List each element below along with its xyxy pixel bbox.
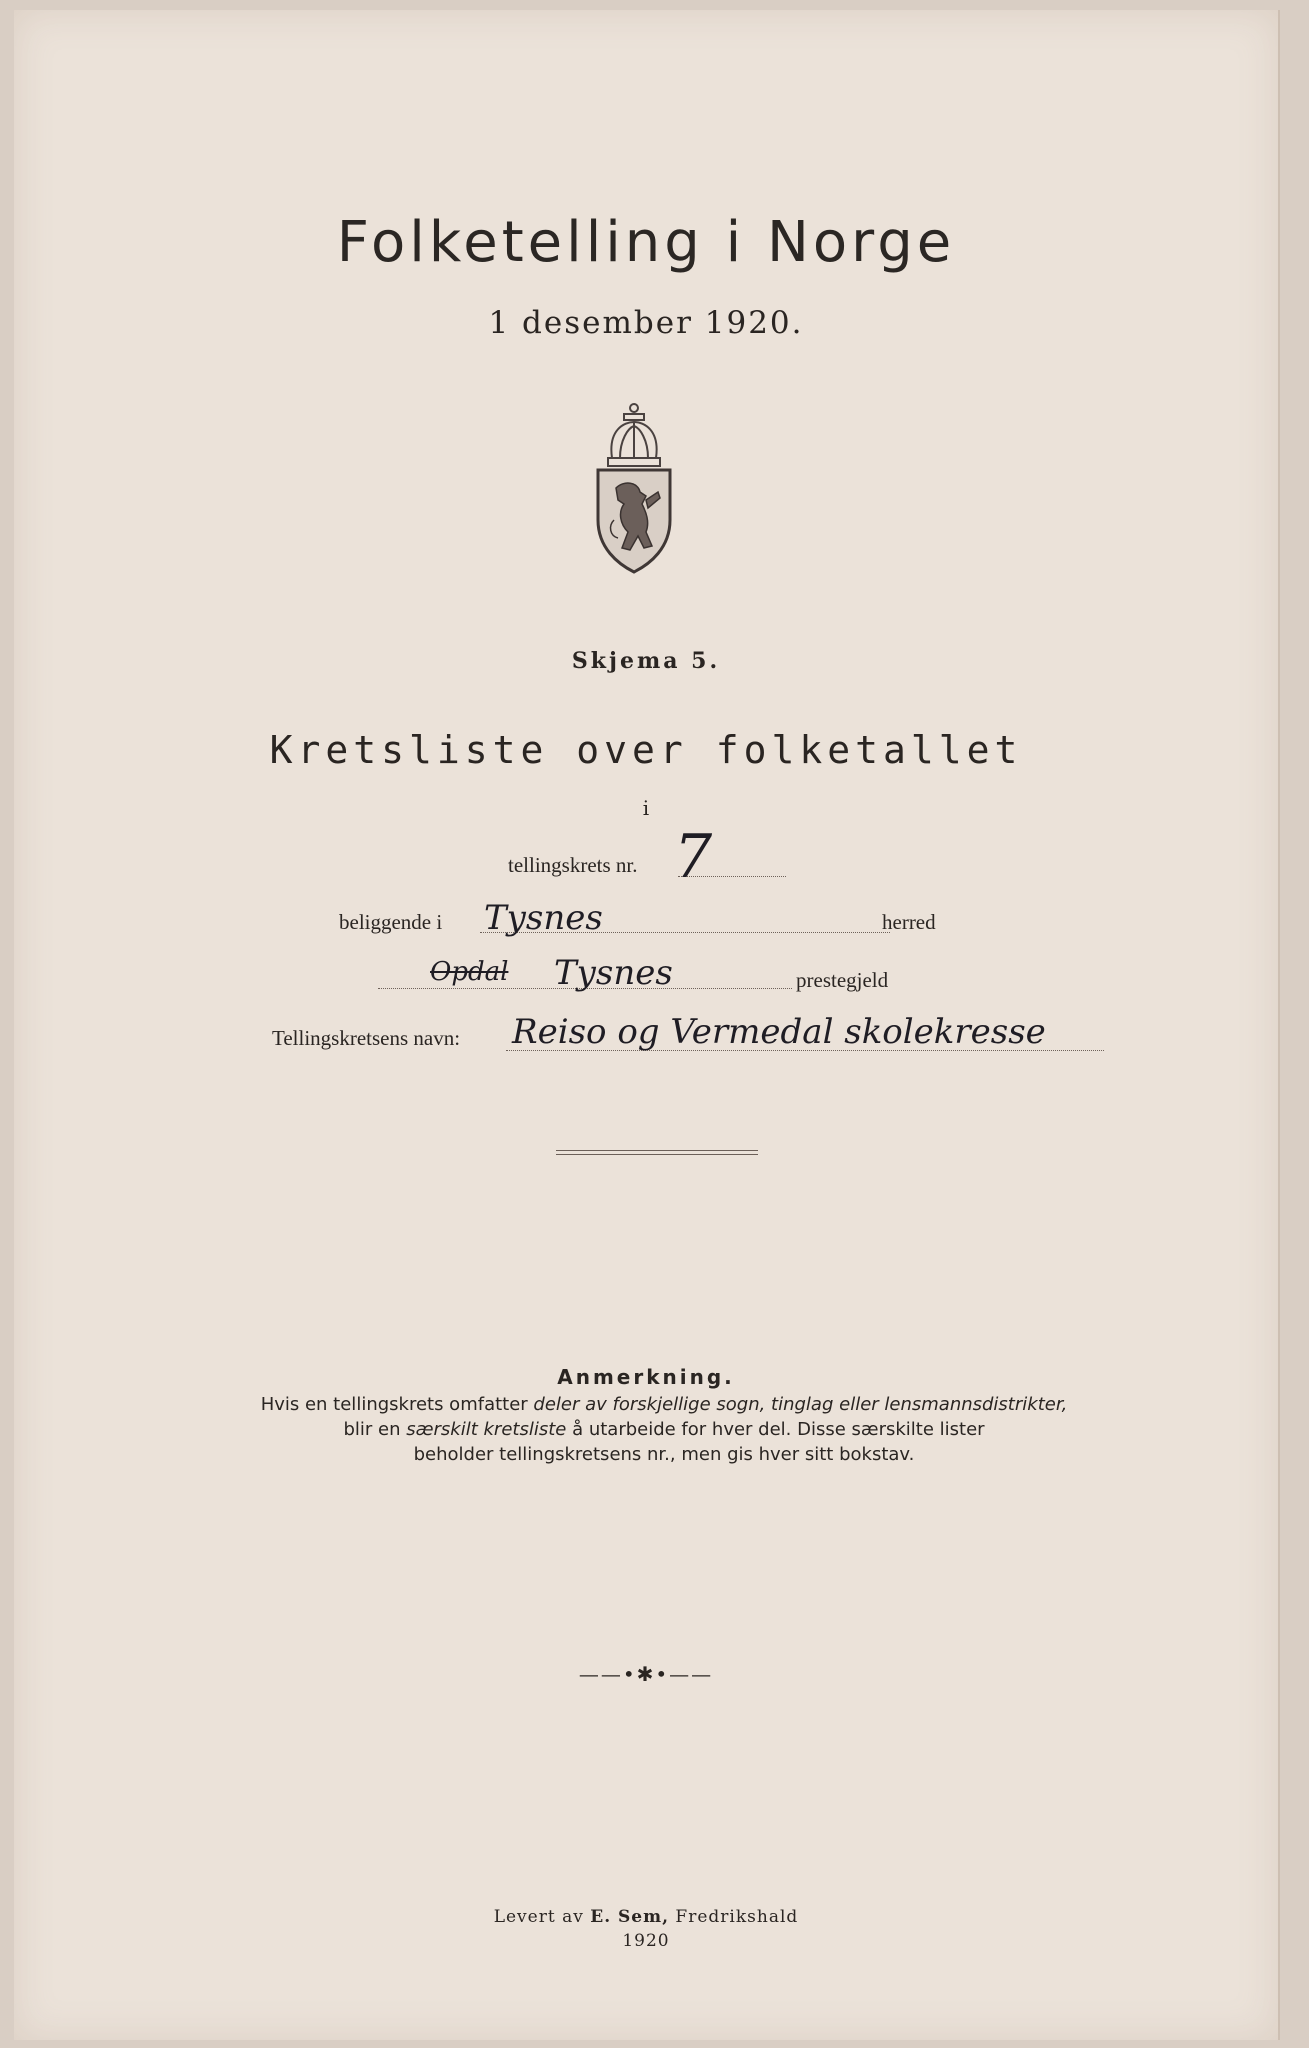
schema-number: Skjema 5. <box>571 648 721 674</box>
krets-name-label: Tellingskretsens navn: <box>272 1026 461 1050</box>
printer-imprint <box>14 1905 1278 1953</box>
herred-value: Tysnes <box>484 898 603 938</box>
note-line-1 <box>194 1392 1134 1417</box>
printer-name: E. Sem, <box>590 1907 670 1927</box>
krets-number-value: 7 <box>674 822 713 892</box>
form-subtitle: Kretsliste over folketallet <box>269 728 1023 772</box>
note-line-2-text-end: å utarbeide for hver del. Disse særskilte lister <box>566 1419 985 1440</box>
printer-line <box>14 1905 1278 1929</box>
prestegjeld-value: Tysnes <box>554 953 673 993</box>
herred-label: herred <box>882 910 936 934</box>
printer-year: 1920 <box>622 1931 670 1951</box>
printer-place: Fredrikshald <box>669 1907 799 1927</box>
beliggende-label: beliggende i <box>339 910 443 934</box>
krets-number-label: tellingskrets nr. <box>508 853 638 877</box>
note-line-3: beholder tellingskretsens nr., men gis hver sitt bokstav. <box>413 1444 915 1465</box>
note-line-2-text: blir en <box>343 1419 407 1440</box>
krets-name-value: Reiso og Vermedal skolekresse <box>512 1012 1046 1052</box>
prestegjeld-label: prestegjeld <box>796 968 889 992</box>
norwegian-coat-of-arms-icon <box>594 400 674 575</box>
census-date: 1 desember 1920. <box>488 305 804 341</box>
divider-rule-top <box>556 1150 758 1151</box>
census-page <box>14 10 1280 2040</box>
connector-word: i <box>642 796 650 820</box>
page-title: Folketelling i Norge <box>336 210 956 275</box>
note-heading: Anmerkning. <box>557 1365 735 1389</box>
divider-rule-bottom <box>556 1154 758 1155</box>
note-line-1-emphasis: deler av forskjellige sogn, tinglag eller lensmannsdistrikter, <box>533 1394 1068 1415</box>
ornament-divider: ——•✱•—— <box>578 1662 714 1686</box>
note-line-2 <box>194 1417 1134 1442</box>
note-line-1-text: Hvis en tellingskrets omfatter <box>260 1394 534 1415</box>
note-text <box>194 1392 1134 1467</box>
note-line-2-emphasis: særskilt kretsliste <box>406 1419 567 1440</box>
prestegjeld-struck-value: Opdal <box>430 957 509 987</box>
printer-prefix: Levert av <box>493 1907 591 1927</box>
